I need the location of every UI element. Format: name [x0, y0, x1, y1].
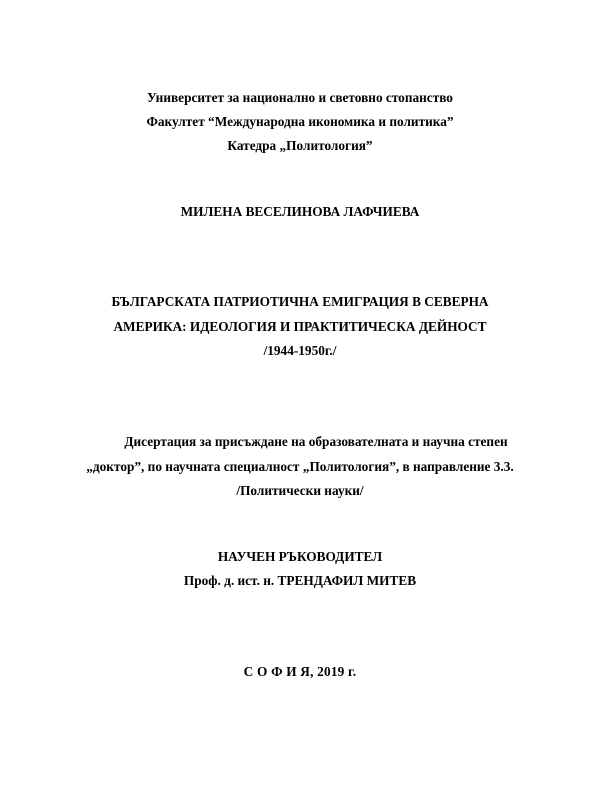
- degree-statement-line-3: /Политически науки/: [236, 483, 364, 498]
- faculty-name: Факултет “Международна икономика и политика”: [146, 114, 454, 129]
- dissertation-title-line-2: АМЕРИКА: ИДЕОЛОГИЯ И ПРАКТИТИЧЕСКА ДЕЙНОСТ: [113, 319, 487, 334]
- dissertation-title-period: /1944-1950г./: [263, 343, 337, 358]
- degree-statement-line-2: „доктор”, по научната специалност „Политология”, в направление 3.3.: [86, 459, 514, 474]
- dissertation-title-line-1: БЪЛГАРСКАТА ПАТРИОТИЧНА ЕМИГРАЦИЯ В СЕВЕРНА: [111, 294, 489, 309]
- supervisor-heading: НАУЧЕН РЪКОВОДИТЕЛ: [217, 549, 383, 564]
- supervisor-name: Проф. д. ист. н. ТРЕНДАФИЛ МИТЕВ: [183, 573, 417, 588]
- degree-statement-line-1: Дисертация за присъждане на образователната и научна степен: [124, 434, 508, 449]
- place-and-year: С О Ф И Я, 2019 г.: [243, 664, 357, 679]
- department-name: Катедра „Политология”: [227, 138, 373, 153]
- university-name: Университет за национално и световно стопанство: [147, 90, 453, 105]
- author-name: МИЛЕНА ВЕСЕЛИНОВА ЛАФЧИЕВА: [180, 204, 420, 219]
